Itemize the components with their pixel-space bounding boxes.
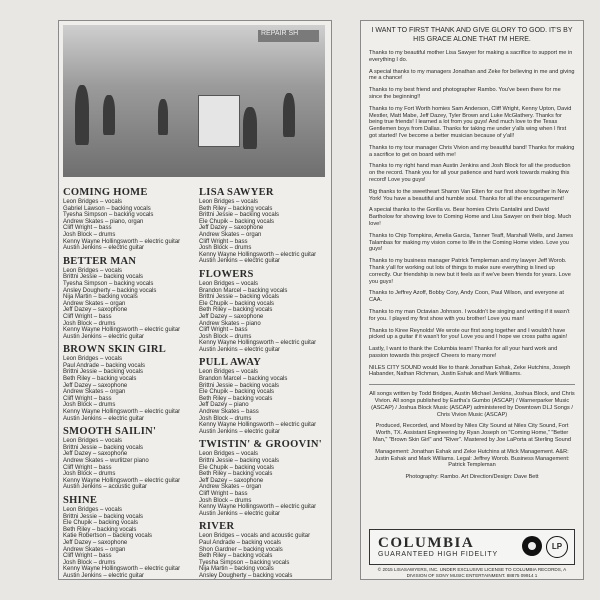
credit-line: Josh Block – drums (63, 402, 116, 409)
thanks-paragraph: Thanks to my man Octavian Johnson. I wouldn't be singing and writing if it wasn't for you. I played my first show with you brother! Love you man! (369, 308, 570, 322)
credit-line: Cliff Wright – bass (199, 238, 248, 245)
credit-line: Kenny Wayne Hollingsworth – electric guitar (199, 340, 317, 347)
credit-line: Beth Riley – backing vocals (63, 376, 137, 383)
credit-line: Beth Riley – backing vocals (199, 205, 273, 212)
credit-line: Leon Bridges – vocals (63, 506, 123, 513)
credit-line: Nija Martin – backing vocals (63, 294, 138, 301)
credit-line: Tyesha Simpson – backing vocals (63, 280, 154, 287)
production-credits (369, 391, 575, 481)
credit-line: Leon Bridges – vocals (199, 280, 259, 287)
credit-line: Leon Bridges – vocals and acoustic guitar (199, 533, 311, 540)
thanks-paragraph: Thanks to Jeffrey Azoff, Bobby Cory, Andy Coon, Paul Wilson, and everyone at CAA. (369, 290, 564, 304)
credit-line: Josh Block – drums (199, 333, 252, 340)
credit-line: Kenny Wayne Hollingsworth – electric guitar (63, 477, 181, 484)
credit-line: Leon Bridges – vocals (199, 369, 259, 376)
song-credits (63, 344, 191, 422)
credit-line: Ele Chupik – backing vocals (199, 218, 275, 225)
credit-line: Josh Block – drums (63, 559, 116, 566)
credit-line: Andrew Skates – organ (199, 484, 262, 491)
credit-line: Josh Block – drums (63, 471, 116, 478)
song-title: PULL AWAY (199, 357, 262, 369)
credit-line: Cliff Wright – bass (63, 464, 112, 471)
credit-line: Andrew Skates – bass (199, 409, 259, 416)
thanks-paragraph: Lastly, I want to thank the Columbia team! Thanks for all your hard work and passion towards this project! Cheers to many more! (369, 346, 558, 359)
legal-notice: © 2015 LISASAWYERS, INC. UNDER EXCLUSIVE LICENSE TO COLUMBIA RECORDS, A DIVISION OF SONY MUSIC ENTERTAINMENT. 88875 09914 1 (377, 567, 567, 578)
credit-line: Kenny Wayne Hollingsworth – electric guitar (199, 422, 317, 429)
credit-line: Kenny Wayne Hollingsworth – electric guitar (63, 327, 181, 334)
niles-thanks: NILES CITY SOUND would like to thank Jonathan Eshak, Zeke Hutchins, Joseph Habander, Nathan Richman, Justin Eshak and Mark Williams. (369, 364, 571, 378)
thanks-section (369, 27, 575, 486)
credit-line: Kenny Wayne Hollingsworth – electric guitar (63, 238, 181, 245)
credit-line: Andrew Skates – organ (199, 231, 262, 238)
thanks-paragraph: Thanks to my beautiful mother Lisa Sawyer for making a sacrifice to support me in everything I do. (369, 50, 573, 63)
credit-line: Kenny Wayne Hollingsworth – electric guitar (199, 504, 317, 511)
song-title: SMOOTH SAILIN' (63, 426, 157, 438)
credit-line: Josh Block – drums (63, 320, 116, 327)
divider (369, 384, 575, 385)
credit-line: Brittni Jessie – backing vocals (199, 294, 280, 301)
credit-line: Andrew Skates – wurlitzer piano (63, 458, 149, 464)
credit-line: Andrew Skates – organ (63, 546, 126, 553)
credit-line: Jeff Dazey – saxophone (63, 382, 128, 389)
song-credits (63, 426, 191, 491)
person-figure (158, 99, 168, 135)
logo-tagline: GUARANTEED HIGH FIDELITY (378, 551, 498, 558)
credit-line: Leon Bridges – vocals (63, 356, 123, 363)
credit-line: Leon Bridges – vocals (199, 451, 259, 458)
thanks-paragraph: A special thanks to the Gorilla vs. Bear homies Chris Cantalini and David Bartholow for showing love to Coming Home and Lisa Sawyer on their blog. Much love! (369, 207, 572, 227)
thanks-body (369, 50, 575, 360)
credit-line: Beth Riley – backing vocals (199, 307, 273, 314)
thanks-paragraph: Thanks to my Fort Worth homies Sam Anderson, Cliff Wright, Kenny Upton, David Mestler, Matt Mabe, Jeff Dazey, Tyler Brown and Luke McGlathery. Thanks for being true friends! I learned a lot from you guys! And much love to the Texas Gentlemen boys from Dallas. Thanks for taking me under y'alls wing when I first got started! I've become a better musician because of y'all! (369, 105, 572, 139)
thanks-paragraph: Thanks to my right hand man Austin Jenkins and Josh Block for all the production on the record. Thank you for all your patience and hard work towards making this record! Love you guys! (369, 163, 571, 183)
song-title: BROWN SKIN GIRL (63, 344, 167, 356)
credit-line: Austin Jenkins – electric guitar (63, 572, 145, 579)
credit-line: Ele Chupik – backing vocals (199, 464, 275, 471)
credit-line: Beth Riley – backing vocals (199, 471, 273, 478)
thanks-paragraph: A special thanks to my managers Jonathan and Zeke for believing in me and giving me a chance! (369, 68, 575, 82)
production-credit: Management: Jonathan Eshak and Zeke Hutchins at Mick Management. A&R: Justin Eshak and Mark Williams. Legal: Jeffrey Worob. Business Management: Patrick Templeman (374, 448, 570, 469)
left-panel (58, 20, 332, 580)
lp-icon: LP (546, 536, 568, 558)
credit-line: Brandon Marcel – backing vocals (199, 376, 288, 383)
song-credits (63, 187, 191, 252)
credit-line: Brittni Jessie – backing vocals (199, 458, 280, 464)
credit-line: Andrew Skates – piano, organ (63, 218, 144, 225)
credit-line: Jeff Dazey – saxophone (199, 477, 264, 484)
thanks-paragraph: Big thanks to the sweetheart Sharon Van Etten for our first show together in New York! You have a beautiful and humble soul. Thanks for all the encouragement! (369, 188, 569, 202)
credit-line: Brittni Jessie – backing vocals (199, 212, 280, 219)
credit-line: Leon Bridges – vocals (63, 438, 123, 445)
credit-line: Andrew Skates – organ (63, 389, 126, 396)
credit-line: Jeff Dazey – saxophone (63, 539, 128, 546)
columbia-logo (369, 529, 575, 565)
credits-column-right (199, 183, 327, 583)
song-credits (199, 357, 327, 435)
credit-line: Shon Gardner – backing vocals (199, 546, 283, 553)
credit-line: Tyesha Simpson – backing vocals (199, 559, 290, 566)
credit-line: Katie Robertson – backing vocals (63, 533, 153, 540)
credit-line: Austin Jenkins – electric guitar (199, 346, 281, 353)
song-title: LISA SAWYER (199, 187, 274, 198)
song-credits (199, 521, 327, 579)
credit-line: Jeff Dazey – saxophone (63, 451, 128, 458)
credit-line: Tyesha Simpson – backing vocals (63, 212, 154, 219)
credit-line: Ansley Dougherty – backing vocals (63, 287, 157, 294)
credit-line: Cliff Wright – bass (63, 395, 112, 402)
credit-line: Josh Block – drums (199, 497, 252, 504)
credit-line: Austin Jenkins – acoustic guitar (63, 484, 148, 491)
song-credits (199, 439, 327, 517)
thanks-heading: I WANT TO FIRST THANK AND GIVE GLORY TO GOD. IT'S BY HIS GRACE ALONE THAT I'M HERE. (371, 27, 573, 43)
logo-name: COLUMBIA (378, 535, 475, 551)
credit-line: Gabriel Lawson – backing vocals (63, 205, 151, 212)
credit-line: Ele Chupik – backing vocals (199, 389, 275, 396)
song-title: SHINE (63, 494, 98, 506)
credit-line: Austin Jenkins – electric guitar (199, 258, 281, 265)
credit-line: Beth Riley – backing vocals (199, 553, 273, 560)
credit-line: Jeff Dazey – piano (199, 402, 249, 409)
credit-line: Josh Block – drums (63, 231, 116, 238)
credit-line: Austin Jenkins – electric guitar (199, 510, 281, 517)
song-title: RIVER (199, 521, 235, 533)
credit-line: Jeff Dazey – saxophone (199, 225, 264, 232)
credit-line: Brittni Jessie – backing vocals (199, 382, 280, 389)
credit-line: Austin Jenkins – electric guitar (63, 333, 145, 340)
credit-line: Andrew Skates – organ (63, 300, 126, 307)
credit-line: Austin Jenkins – electric guitar (63, 245, 145, 252)
credit-line: Andrew Skates – piano (199, 320, 261, 327)
credit-line: Ele Chupik – backing vocals (63, 520, 139, 527)
credit-line: Beth Riley – backing vocals (63, 526, 137, 533)
credit-line: Paul Andrade – backing vocals (63, 362, 146, 369)
song-title: COMING HOME (63, 187, 148, 198)
credit-line: Brittni Jessie – backing vocals (63, 274, 144, 281)
thanks-paragraph: Thanks to Chip Tompkins, Amelia Garcia, Tanner Teaff, Marshall Wells, and James Talambas for making my vision come to life in the Coming Home video. Love you guys! (369, 232, 574, 253)
credit-line: Austin Jenkins – electric guitar (199, 428, 281, 435)
production-credit: All songs written by Todd Bridges, Austin Michael Jenkins, Joshua Block, and Chris Vivion. All songs published by Eartha's Gumbo (ASCAP) / Warnerparker Music (ASCAP) / Joshua Block Music (ASCAP) administered by Downtown DLJ Songs / Chris Vivion Music (ASCAP) (369, 391, 575, 418)
thanks-paragraph: Thanks to my tour manager Chris Vivion and my beautiful band! Thanks for making a sacrifice to get on board with me! (369, 144, 575, 158)
credit-line: Cliff Wright – bass (199, 490, 248, 497)
thanks-paragraph: Thanks to my best friend and photographer Rambo. You've been there for me since the beginning!! (369, 87, 561, 100)
credit-line: Brittni Jessie – backing vocals (63, 444, 144, 451)
credit-line: Leon Bridges – vocals (199, 199, 259, 205)
credit-line: Cliff Wright – bass (63, 313, 112, 320)
credit-line: Cliff Wright – bass (63, 553, 112, 560)
piano (198, 95, 240, 147)
credit-line: Brittni Jessie – backing vocals (63, 369, 144, 376)
credit-line: Ansley Dougherty – backing vocals (199, 572, 293, 579)
person-figure (283, 93, 295, 137)
credit-line: Brandon Marcel – backing vocals (199, 287, 288, 294)
credit-line: Kenny Wayne Hollingsworth – electric guitar (63, 409, 181, 416)
song-credits (63, 256, 191, 341)
song-title: FLOWERS (199, 268, 254, 280)
right-panel (360, 20, 584, 580)
credit-line: Ele Chupik – backing vocals (199, 300, 275, 307)
credit-line: Jeff Dazey – saxophone (199, 313, 264, 320)
production-credit: Produced, Recorded, and Mixed by Niles City Sound at Niles City Sound, Fort Worth, TX. Assistant Engineering by Ryan Joseph on "Coming Home," "Better Man," "Brown Skin Girl" and "River". Mastered by Joe LaPorta at Sterling Sound (372, 423, 572, 444)
song-title: TWISTIN' & GROOVIN' (199, 439, 322, 451)
song-credits (199, 269, 327, 354)
person-figure (103, 95, 115, 135)
repair-shop-sign: REPAIR SH (258, 30, 319, 42)
thanks-paragraph: Thanks to my business manager Patrick Templeman and my lawyer Jeff Worob. Thank y'all for working out lots of things to make sure everything is lined up correctly. Our friendship is new but it feels as if we've been friends for years. Love you guys! (369, 258, 571, 285)
credit-line: Cliff Wright – bass (63, 225, 112, 232)
credit-line: Paul Andrade – backing vocals (199, 539, 282, 546)
credit-line: Kenny Wayne Hollingsworth – electric guitar (199, 251, 317, 258)
credits-column-left (63, 183, 191, 583)
person-figure (75, 85, 89, 145)
person-figure (243, 107, 257, 149)
credit-line: Brittni Jessie – backing vocals (63, 513, 144, 520)
production-credit: Photography: Rambo. Art Direction/Design: Dave Bett (405, 474, 539, 481)
credit-line: Beth Riley – backing vocals (199, 395, 273, 402)
credit-line: Leon Bridges – vocals (63, 199, 123, 205)
thanks-paragraph: Thanks to Kiree Reynolds! We wrote our first song together and I wouldn't have picked up a guitar if it wasn't for you! Love you and I hope we cross paths again! (369, 327, 568, 341)
credit-line: Kenny Wayne Hollingsworth – electric guitar (63, 566, 181, 573)
walking-eye-icon (522, 536, 542, 556)
credit-line: Leon Bridges – vocals (63, 267, 123, 274)
credit-line: Austin Jenkins – electric guitar (63, 415, 145, 422)
song-credits (63, 495, 191, 580)
song-credits (199, 187, 327, 265)
studio-photo (63, 25, 325, 177)
credit-line: Josh Block – drums (199, 245, 252, 252)
credit-line: Nija Martin – backing vocals (199, 566, 274, 573)
credit-line: Cliff Wright – bass (199, 327, 248, 334)
credit-line: Jeff Dazey – saxophone (63, 307, 128, 314)
song-title: BETTER MAN (63, 255, 137, 267)
credit-line: Josh Block – drums (199, 415, 252, 422)
